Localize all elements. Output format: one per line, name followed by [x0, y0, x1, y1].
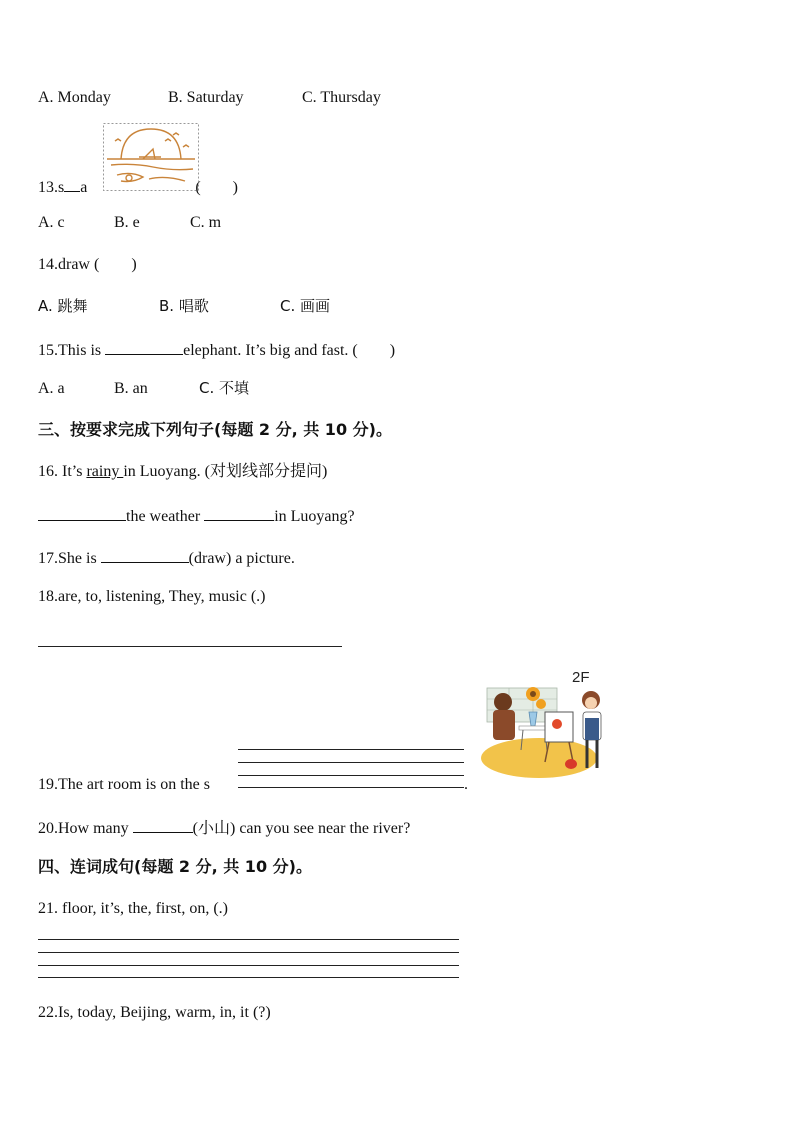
art-room-picture	[479, 666, 609, 786]
q21-writing-line-2	[38, 952, 459, 953]
sunset-river-picture	[103, 123, 199, 191]
q22-question: 22.Is, today, Beijing, warm, in, it (?)	[38, 1004, 271, 1021]
q15-text-post: elephant. It’s big and fast. ( )	[183, 342, 396, 359]
q17-question	[38, 546, 295, 569]
q15-option-a: A. a	[38, 380, 65, 397]
q19-question: 19.The art room is on the s	[38, 776, 210, 793]
q16-line2-end: in Luoyang?	[274, 508, 355, 525]
q19-writing-line-1	[238, 749, 464, 750]
q15-question	[38, 338, 395, 361]
q13-option-c: C. m	[190, 214, 222, 231]
q13-option-b: B. e	[114, 214, 140, 231]
q17-text-pre: 17.She is	[38, 550, 101, 567]
floor-label: 2F	[572, 669, 590, 686]
q12-option-a: A. Monday	[38, 89, 111, 106]
q13-answer-paren: ( )	[195, 179, 239, 196]
q17-text-post: (draw) a picture.	[188, 550, 295, 567]
q16-answer-line	[38, 504, 355, 527]
q21-question: 21. floor, it’s, the, first, on, (.)	[38, 900, 228, 917]
q20-text-post: (小山) can you see near the river?	[192, 820, 411, 837]
q13-blank	[64, 175, 80, 192]
q16-underlined-word: rainy	[86, 463, 124, 480]
q20-question	[38, 816, 410, 839]
q16-line2-mid: the weather	[126, 508, 205, 525]
q12-option-c: C. Thursday	[302, 89, 381, 106]
q19-period: .	[464, 776, 468, 793]
q13-letter: a	[80, 179, 88, 196]
q16-text-pre: 16. It’s	[38, 463, 87, 480]
q14-options	[38, 296, 330, 316]
q13-option-a: A. c	[38, 214, 65, 231]
q16-blank-2	[204, 504, 274, 521]
q18-question: 18.are, to, listening, They, music (.)	[38, 588, 266, 605]
q14-option-b: B. 唱歌	[159, 297, 209, 315]
q19-writing-line-3	[238, 775, 464, 776]
q16-blank-1	[38, 504, 126, 521]
q16-question	[38, 462, 327, 482]
q20-text-pre: 20.How many	[38, 820, 133, 837]
q14-option-c: C. 画画	[280, 297, 331, 315]
q14-question: 14.draw ( )	[38, 256, 137, 273]
q12-options	[38, 88, 381, 108]
q17-blank	[101, 546, 189, 563]
q14-option-a: A. 跳舞	[38, 297, 88, 315]
section-4-heading: 四、连词成句(每题 2 分, 共 10 分)。	[38, 857, 312, 876]
q15-option-c: C. 不填	[199, 379, 250, 397]
q20-blank	[133, 816, 193, 833]
q15-text-pre: 15.This is	[38, 342, 106, 359]
q21-writing-line-4	[38, 977, 459, 978]
q18-answer-line	[38, 646, 342, 647]
q15-blank	[105, 338, 183, 355]
q13-options	[38, 213, 221, 233]
q16-text-post: in Luoyang. (对划线部分提问)	[123, 463, 328, 480]
q19-writing-line-2	[238, 762, 464, 763]
q15-options	[38, 378, 249, 399]
q15-option-b: B. an	[114, 380, 148, 397]
q12-option-b: B. Saturday	[168, 89, 244, 106]
q21-writing-line-3	[38, 965, 459, 966]
q19-writing-line-4	[238, 787, 464, 788]
q13-prefix: 13.s	[38, 179, 65, 196]
q21-writing-line-1	[38, 939, 459, 940]
section-3-heading: 三、按要求完成下列句子(每题 2 分, 共 10 分)。	[38, 420, 392, 439]
